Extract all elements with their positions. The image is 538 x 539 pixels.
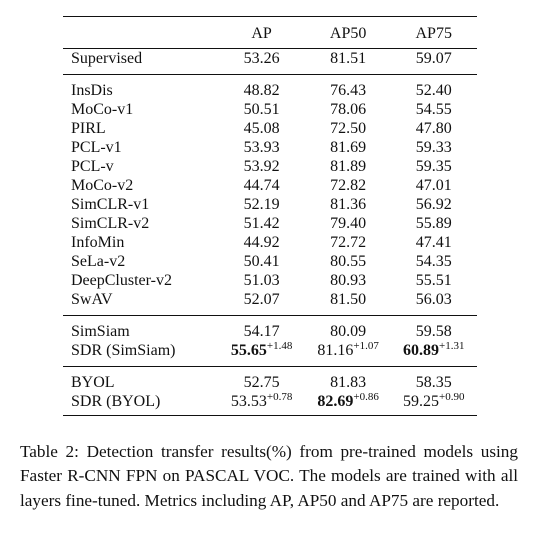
- method-cell: [63, 157, 217, 176]
- ap50-cell-value: 81.36: [330, 196, 367, 213]
- method-cell-value: SDR (SimSiam): [71, 342, 176, 359]
- method-cell: [63, 233, 217, 252]
- table-row: [63, 100, 477, 119]
- ap-cell-value: 50.41: [243, 253, 280, 270]
- ap75-cell: [390, 341, 477, 367]
- ap75-cell-value: 59.25: [402, 393, 439, 410]
- ap-cell-value: 45.08: [243, 120, 280, 137]
- ap75-cell: [390, 392, 477, 416]
- ap75-cell-value: 54.55: [415, 101, 452, 118]
- ap50-cell: [306, 290, 391, 316]
- ap75-cell-value: 59.07: [415, 50, 452, 67]
- table-caption: Table 2: Detection transfer results(%) from pre-trained models using Faster R-CNN FPN on PASCAL VOC. The models are trained with all layers fine-tuned. Metrics including AP, AP50 and AP75 are reported.: [20, 442, 518, 510]
- table-row: [63, 392, 477, 416]
- method-cell-value: MoCo-v2: [71, 177, 134, 194]
- ap50-cell: [306, 341, 391, 367]
- table-body: [63, 49, 477, 416]
- table-row: [63, 138, 477, 157]
- header-method: [63, 17, 217, 49]
- header-ap50: AP50: [306, 17, 391, 49]
- ap75-cell-value: 52.40: [415, 82, 452, 99]
- table-row: [63, 157, 477, 176]
- table-row: [63, 271, 477, 290]
- ap75-cell: [390, 252, 477, 271]
- ap-cell: [217, 392, 305, 416]
- method-cell: [63, 341, 217, 367]
- method-cell-value: PCL-v: [71, 158, 114, 175]
- ap50-cell-value: 76.43: [330, 82, 367, 99]
- ap-cell-value: 52.75: [243, 374, 280, 391]
- method-cell-value: SimCLR-v1: [71, 196, 150, 213]
- table-row: [63, 195, 477, 214]
- ap50-cell: [306, 157, 391, 176]
- ap50-cell: [306, 138, 391, 157]
- method-cell-value: InsDis: [71, 82, 113, 99]
- ap-cell-value: 53.53: [230, 393, 267, 410]
- ap-cell: [217, 195, 305, 214]
- ap75-cell-value: 56.92: [415, 196, 452, 213]
- ap75-cell: [390, 367, 477, 393]
- ap-cell-value: 44.92: [243, 234, 280, 251]
- table-row: [63, 341, 477, 367]
- method-cell-value: SwAV: [71, 291, 113, 308]
- table-row: [63, 290, 477, 316]
- method-cell: [63, 367, 217, 393]
- ap50-cell: [306, 316, 391, 342]
- ap50-cell: [306, 49, 391, 75]
- method-cell-value: Supervised: [71, 50, 143, 67]
- method-cell: [63, 176, 217, 195]
- ap50-cell-value: 82.69: [317, 393, 354, 410]
- ap50-cell-value: 78.06: [330, 101, 367, 118]
- ap75-cell: [390, 290, 477, 316]
- ap75-cell: [390, 271, 477, 290]
- ap50-cell-value: 72.50: [330, 120, 367, 137]
- method-cell: [63, 252, 217, 271]
- ap-cell: [217, 233, 305, 252]
- method-cell-value: PIRL: [71, 120, 106, 137]
- ap50-cell: [306, 75, 391, 101]
- ap-cell-delta: +0.78: [266, 391, 293, 403]
- ap50-cell-value: 80.55: [330, 253, 367, 270]
- ap75-cell-value: 54.35: [415, 253, 452, 270]
- method-cell: [63, 290, 217, 316]
- ap75-cell-value: 59.58: [415, 323, 452, 340]
- method-cell-value: SeLa-v2: [71, 253, 126, 270]
- ap75-cell-value: 47.80: [415, 120, 452, 137]
- ap75-cell: [390, 100, 477, 119]
- ap-cell-value: 51.42: [243, 215, 280, 232]
- ap50-cell-value: 79.40: [330, 215, 367, 232]
- method-cell-value: SimCLR-v2: [71, 215, 150, 232]
- ap-cell-value: 54.17: [243, 323, 280, 340]
- table-row: [63, 119, 477, 138]
- ap75-cell-value: 47.01: [415, 177, 452, 194]
- method-cell: [63, 271, 217, 290]
- ap-cell: [217, 271, 305, 290]
- ap75-cell: [390, 119, 477, 138]
- ap-cell: [217, 341, 305, 367]
- ap-cell-value: 52.07: [243, 291, 280, 308]
- table-row: [63, 176, 477, 195]
- ap-cell: [217, 100, 305, 119]
- ap-cell: [217, 214, 305, 233]
- method-cell: [63, 138, 217, 157]
- ap75-cell-value: 55.51: [415, 272, 452, 289]
- table-row: [63, 367, 477, 393]
- ap50-cell: [306, 392, 391, 416]
- ap75-cell: [390, 138, 477, 157]
- ap-cell: [217, 138, 305, 157]
- ap50-cell-delta: +0.86: [353, 391, 379, 403]
- table-row: [63, 75, 477, 101]
- ap-cell: [217, 176, 305, 195]
- detection-results-table: [63, 16, 477, 416]
- ap-cell-value: 53.26: [243, 50, 280, 67]
- ap50-cell-value: 81.50: [330, 291, 367, 308]
- method-cell-value: DeepCluster-v2: [71, 272, 172, 289]
- ap75-cell: [390, 75, 477, 101]
- ap50-cell-value: 81.89: [330, 158, 367, 175]
- ap50-cell: [306, 271, 391, 290]
- ap75-cell: [390, 49, 477, 75]
- ap50-cell: [306, 176, 391, 195]
- method-cell: [63, 316, 217, 342]
- ap75-cell: [390, 176, 477, 195]
- ap75-cell-delta: +1.31: [438, 340, 465, 352]
- ap75-cell: [390, 233, 477, 252]
- ap75-cell-value: 59.33: [415, 139, 452, 156]
- method-cell: [63, 195, 217, 214]
- ap75-cell-value: 55.89: [415, 215, 452, 232]
- ap-cell: [217, 119, 305, 138]
- ap75-cell-delta: +0.90: [438, 391, 465, 403]
- ap-cell: [217, 316, 305, 342]
- ap75-cell-value: 58.35: [415, 374, 452, 391]
- method-cell-value: PCL-v1: [71, 139, 122, 156]
- header-ap75: AP75: [390, 17, 477, 49]
- ap50-cell: [306, 367, 391, 393]
- ap75-cell: [390, 214, 477, 233]
- ap-cell: [217, 367, 305, 393]
- ap50-cell: [306, 252, 391, 271]
- table-row: [63, 233, 477, 252]
- ap50-cell-value: 81.69: [330, 139, 367, 156]
- ap50-cell-delta: +1.07: [353, 340, 379, 352]
- ap50-cell: [306, 100, 391, 119]
- ap50-cell-value: 72.72: [330, 234, 367, 251]
- table-header-row: [63, 17, 477, 49]
- method-cell: [63, 49, 217, 75]
- method-cell-value: InfoMin: [71, 234, 125, 251]
- ap-cell: [217, 49, 305, 75]
- method-cell-value: MoCo-v1: [71, 101, 134, 118]
- ap75-cell-value: 47.41: [415, 234, 452, 251]
- ap-cell-value: 55.65: [230, 342, 267, 359]
- ap50-cell: [306, 119, 391, 138]
- ap50-cell-value: 81.83: [330, 374, 367, 391]
- ap-cell-value: 48.82: [243, 82, 280, 99]
- method-cell: [63, 100, 217, 119]
- ap50-cell-value: 81.51: [330, 50, 367, 67]
- ap75-cell: [390, 195, 477, 214]
- ap50-cell: [306, 233, 391, 252]
- ap50-cell-value: 80.09: [330, 323, 367, 340]
- ap75-cell: [390, 157, 477, 176]
- table-row: [63, 214, 477, 233]
- ap75-cell-value: 60.89: [402, 342, 439, 359]
- method-cell: [63, 214, 217, 233]
- ap75-cell-value: 56.03: [415, 291, 452, 308]
- ap-cell-delta: +1.48: [266, 340, 293, 352]
- table-row: [63, 49, 477, 75]
- ap50-cell-value: 80.93: [330, 272, 367, 289]
- ap-cell: [217, 290, 305, 316]
- ap75-cell-value: 59.35: [415, 158, 452, 175]
- ap50-cell: [306, 195, 391, 214]
- ap-cell-value: 51.03: [243, 272, 280, 289]
- method-cell: [63, 392, 217, 416]
- method-cell: [63, 75, 217, 101]
- ap-cell: [217, 252, 305, 271]
- ap50-cell: [306, 214, 391, 233]
- table-row: [63, 252, 477, 271]
- ap50-cell-value: 81.16: [317, 342, 354, 359]
- ap-cell-value: 44.74: [243, 177, 280, 194]
- table-row: [63, 316, 477, 342]
- ap-cell-value: 53.92: [243, 158, 280, 175]
- ap50-cell-value: 72.82: [330, 177, 367, 194]
- ap75-cell: [390, 316, 477, 342]
- ap-cell-value: 53.93: [243, 139, 280, 156]
- method-cell-value: SimSiam: [71, 323, 130, 340]
- method-cell-value: SDR (BYOL): [71, 393, 161, 410]
- ap-cell-value: 50.51: [243, 101, 280, 118]
- ap-cell: [217, 75, 305, 101]
- method-cell: [63, 119, 217, 138]
- ap-cell: [217, 157, 305, 176]
- header-ap: AP: [217, 17, 305, 49]
- method-cell-value: BYOL: [71, 374, 115, 391]
- ap-cell-value: 52.19: [243, 196, 280, 213]
